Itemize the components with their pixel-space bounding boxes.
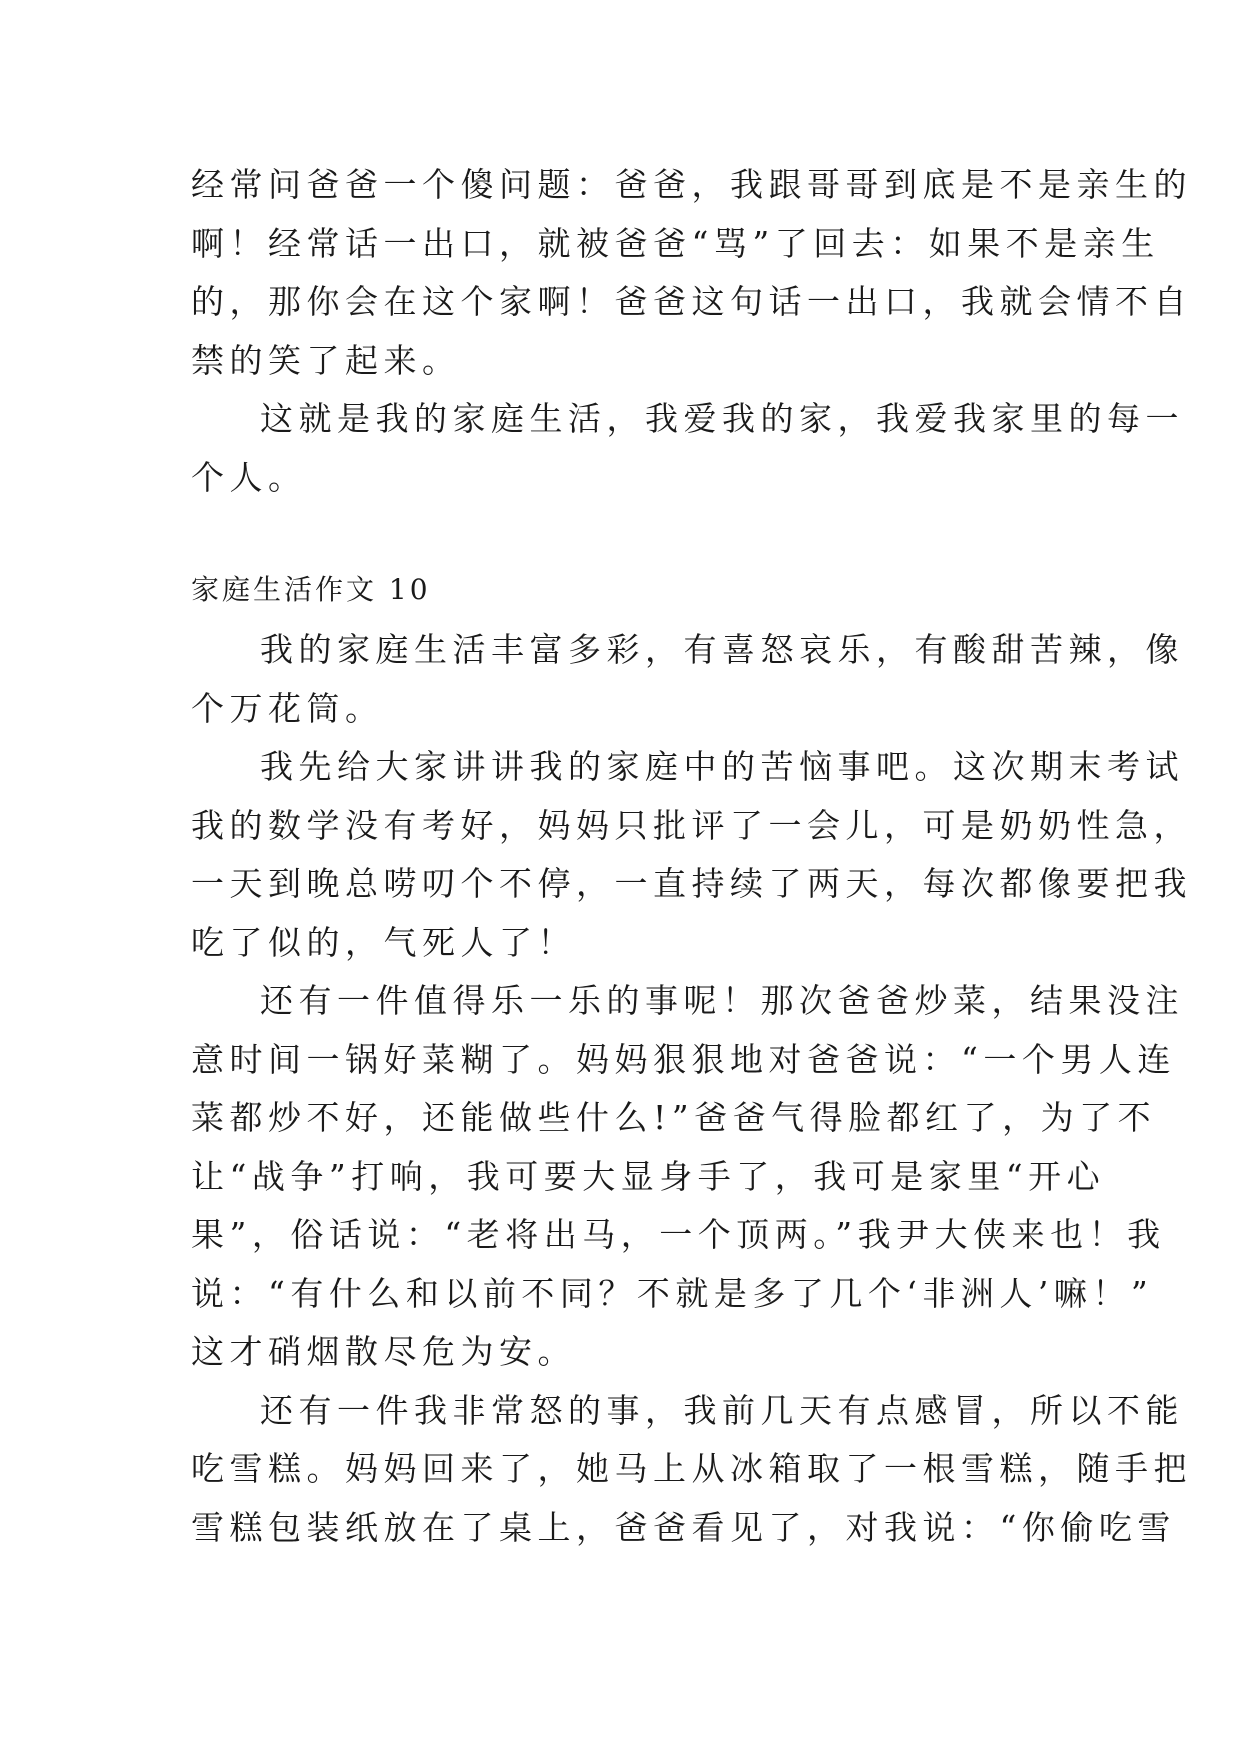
paragraph-line: 禁的笑了起来。 (191, 340, 461, 380)
paragraph-line: 菜都炒不好，还能做些什么!”爸爸气得脸都红了，为了不 (191, 1098, 1157, 1137)
paragraph-line: 说：“有什么和以前不同？不就是多了几个‘非洲人’嘛！” (191, 1273, 1154, 1313)
paragraph-line: 这就是我的家庭生活，我爱我的家，我爱我家里的每一 (260, 399, 1184, 438)
paragraph-line: 啊！经常话一出口，就被爸爸“骂”了回去：如果不是亲生 (191, 223, 1160, 263)
paragraph-line: 还有一件我非常怒的事，我前几天有点感冒，所以不能 (260, 1390, 1184, 1430)
paragraph-line: 个万花筒。 (191, 688, 384, 728)
paragraph-line: 果”，俗话说：“老将出马，一个顶两。”我尹大侠来也！我 (191, 1215, 1166, 1254)
paragraph-line: 个人。 (191, 457, 307, 497)
essay-title: 家庭生活作文 10 (191, 573, 431, 606)
paragraph-line: 雪糕包装纸放在了桌上，爸爸看见了，对我说：“你偷吃雪 (191, 1507, 1176, 1547)
top-section (191, 156, 1192, 507)
paragraph-line: 我的数学没有考好，妈妈只批评了一会儿，可是奶奶性急， (191, 805, 1192, 845)
paragraph-line: 的，那你会在这个家啊！爸爸这句话一出口，我就会情不自 (191, 282, 1192, 321)
essay-body (191, 621, 1192, 1557)
paragraph-line: 这才硝烟散尽危为安。 (191, 1332, 576, 1371)
paragraph-line: 经常问爸爸一个傻问题：爸爸，我跟哥哥到底是不是亲生的 (191, 165, 1192, 204)
paragraph-line: 我的家庭生活丰富多彩，有喜怒哀乐，有酸甜苦辣，像 (260, 630, 1184, 669)
paragraph-line: 我先给大家讲讲我的家庭中的苦恼事吧。这次期末考试 (260, 747, 1184, 786)
paragraph-line: 吃雪糕。妈妈回来了，她马上从冰箱取了一根雪糕，随手把 (191, 1449, 1192, 1488)
paragraph-line: 让“战争”打响，我可要大显身手了，我可是家里“开心 (191, 1156, 1106, 1196)
paragraph-line: 意时间一锅好菜糊了。妈妈狠狠地对爸爸说：“一个男人连 (191, 1039, 1176, 1079)
paragraph-line: 吃了似的，气死人了！ (191, 922, 576, 962)
paragraph-line: 还有一件值得乐一乐的事呢！那次爸爸炒菜，结果没注 (260, 981, 1184, 1020)
paragraph-line: 一天到晚总唠叨个不停，一直持续了两天，每次都像要把我 (191, 864, 1192, 903)
